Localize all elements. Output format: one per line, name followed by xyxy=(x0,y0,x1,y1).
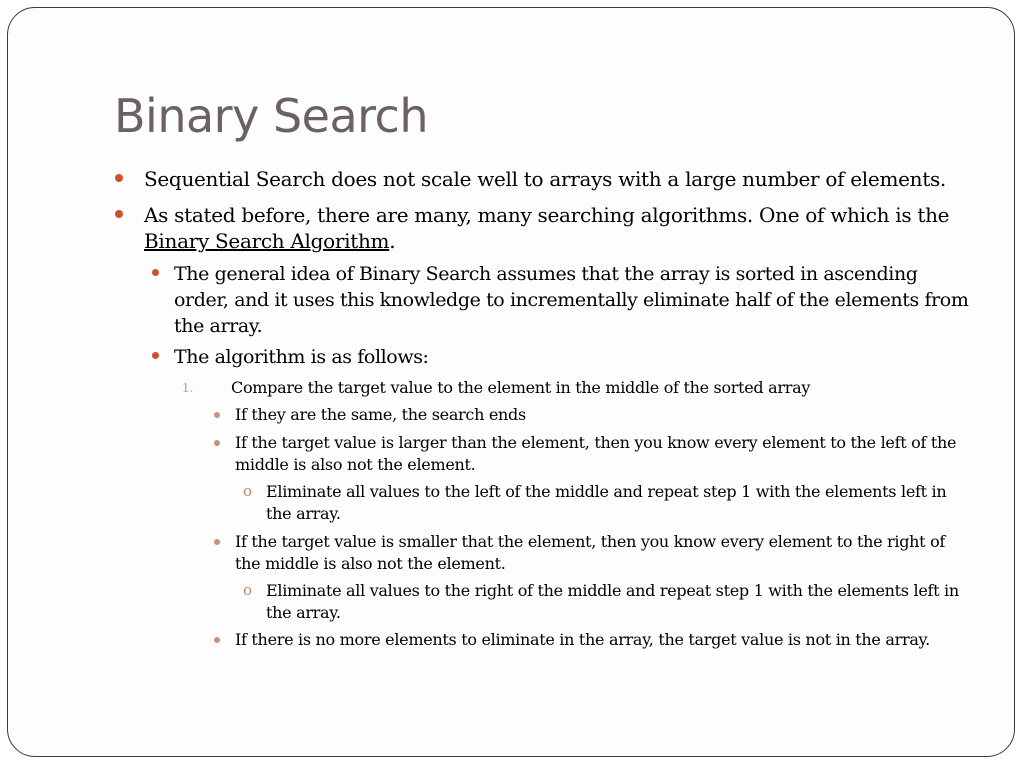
bullet-dot-icon xyxy=(115,210,123,218)
step-compare: Compare the target value to the element in the middle of the sorted array xyxy=(231,378,811,397)
case-no-more: If there is no more elements to eliminate in the array, the target value is not in the array. xyxy=(235,630,930,649)
case-bullet-icon xyxy=(214,440,220,446)
action-eliminate-left: Eliminate all values to the left of the middle and repeat step 1 with the elements left in the array. xyxy=(266,482,947,523)
slide-title: Binary Search xyxy=(114,89,428,143)
case-larger: If the target value is larger than the element, then you know every element to the left of the middle is also not the element. xyxy=(235,433,957,474)
step-number: 1. xyxy=(182,381,194,395)
case-bullet-icon xyxy=(214,412,220,418)
bullet-sequential-search: Sequential Search does not scale well to arrays with a large number of elements. xyxy=(144,167,946,191)
case-bullet-icon xyxy=(214,637,220,643)
sub-bullet-dot-icon xyxy=(152,269,159,276)
o-bullet-icon: o xyxy=(243,482,253,500)
o-bullet-icon: o xyxy=(243,581,253,599)
action-eliminate-right: Eliminate all values to the right of the middle and repeat step 1 with the elements left in the array. xyxy=(266,581,959,622)
sub-bullet-algorithm-follows: The algorithm is as follows: xyxy=(174,346,429,368)
sub-bullet-general-idea: The general idea of Binary Search assumes that the array is sorted in ascending order, and it uses this knowledge to incrementally eliminate half of the elements from the array. xyxy=(174,263,969,337)
sub-bullet-dot-icon xyxy=(152,352,159,359)
case-bullet-icon xyxy=(214,539,220,545)
bullet-text-end: . xyxy=(389,229,396,253)
binary-search-algorithm-link: Binary Search Algorithm xyxy=(144,229,390,253)
bullet-dot-icon xyxy=(115,174,123,182)
case-smaller: If the target value is smaller that the element, then you know every element to the right of the middle is also not the element. xyxy=(235,532,946,573)
case-same: If they are the same, the search ends xyxy=(235,405,526,424)
bullet-many-algorithms xyxy=(144,202,974,254)
bullet-text: As stated before, there are many, many searching algorithms. One of which is the xyxy=(144,203,950,227)
